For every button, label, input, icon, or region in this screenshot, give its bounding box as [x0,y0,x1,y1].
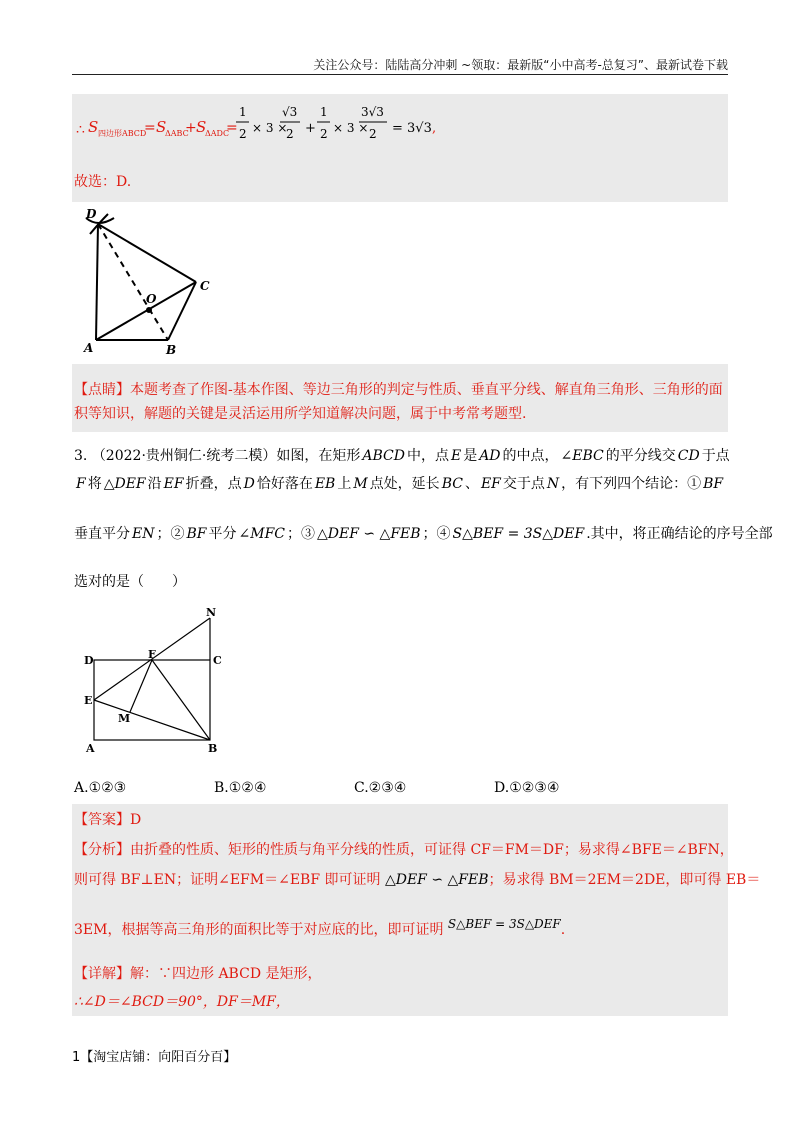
line3-run: EN [132,526,155,542]
solution-block [72,804,761,1016]
area-s-sub: 四边形ABCD [98,129,147,138]
fig2-label-n: N [206,606,217,619]
line2-run: D [243,476,255,492]
line3-run: ；③ [287,526,315,542]
line2-run: 沿 [147,476,162,492]
line1-run: 于点 [701,448,730,464]
fig2-label-e: E [84,694,93,707]
analysis-line-1 [74,840,734,860]
line2-run: 上 [337,476,352,492]
term1-sub: ΔABC [165,129,189,138]
result: = 3√3 [392,121,432,136]
option-a-value: ①②③ [88,780,127,796]
analysis-text-2a: 则可得 BF⊥EN；证明∠EFM＝∠EBF 即可证明 [74,872,381,888]
frac4-den: 2 [369,127,377,141]
fig1-label-c: C [200,279,210,293]
eq-sign: = [144,120,156,136]
line1-run: 是 [463,448,478,464]
figure-2-diagram [82,604,232,754]
analysis-line-2 [74,870,760,890]
line3-run: 平分 [208,526,237,542]
line3-run: ；④ [422,526,451,542]
analysis-similar: △DEF ∽ △FEB [384,872,489,888]
line1-run: 的平分线交 [605,448,676,464]
line2-run: EB [314,476,336,492]
plus-sign: + [185,120,197,136]
option-d-label: D. [494,780,510,796]
question-block [72,440,773,590]
option-c-label: C. [354,780,369,796]
analysis-text-3a: 3EM，根据等高三角形的面积比等于对应底的比，即可证明 [74,922,444,938]
line2-run: BF [703,476,724,492]
option-a[interactable] [74,780,126,796]
line2-run: 恰好落在 [256,476,313,492]
line2-run: 将 [87,476,102,492]
analysis-text-3c: . [560,922,566,938]
dianjing-body: 本题考查了作图-基本作图、等边三角形的判定与性质、垂直平分线、解直角三角形、三角形的面积等知识，解题的关键是灵活运用所学知道解决问题，属于中考常考题型. [74,382,723,422]
fig1-label-b: B [166,343,177,357]
detail-tag: 【详解】 [74,966,130,982]
times-3-a: × 3 × [252,121,288,135]
term2-sub: ΔADC [205,129,230,138]
fig2-label-b: B [208,742,218,754]
figure-1 [72,202,221,364]
fig1-label-d: D [86,207,97,221]
fig2-label-d: D [84,654,94,667]
header-divider [72,74,728,75]
option-d[interactable] [494,780,559,796]
dianjing-text [74,378,724,426]
line1-run: 中，点 [406,448,449,464]
fig2-label-a: A [86,742,95,754]
frac2-den: 2 [286,127,294,141]
line2-run: 交于点 [502,476,545,492]
detail-line-2: ∴∠D＝∠BCD＝90°，DF＝MF， [74,994,290,1010]
page-header: 关注公众号：陆陆高分冲刺 ~领取：最新版“小中高考-总复习”、最新试卷下载 [313,58,728,72]
question-line-3 [74,524,773,544]
question-line-2 [74,474,725,494]
term2-s: S [196,118,207,136]
question-line-4: 选对的是（ ） [74,574,186,590]
option-b-label: B. [214,780,229,796]
analysis-line-3 [74,917,566,940]
line1-run: ABCD [362,448,405,464]
question-source: （2022·贵州铜仁·统考二模）如图，在矩形 [91,448,361,464]
analysis-tag: 【分析】 [74,842,130,858]
line2-run: EF [163,476,184,492]
option-b[interactable] [214,780,266,796]
line3-run: 垂直平分 [74,526,130,542]
eq-sign-2: = [226,120,238,136]
detail-text-1: 解：∵四边形 ABCD 是矩形， [130,966,322,982]
fig2-label-c: C [213,654,222,667]
line1-run: AD [479,448,501,464]
question-number: 3. [74,448,88,464]
frac2-num: √3 [282,105,298,119]
footer: 1【淘宝店铺：向阳百分百】 [72,1050,237,1065]
term1-s: S [156,118,167,136]
line3-run: S△BEF = 3S△DEF [452,526,585,542]
answer-value: D [130,812,142,828]
question-line-1 [74,446,730,466]
line1-run: E [450,448,462,464]
answer-row [74,810,141,830]
line2-run: N [546,476,560,492]
therefore-symbol: ∴ [76,122,85,138]
analysis-text-1: 由折叠的性质、矩形的性质与角平分线的性质，可证得 CF＝FM＝DF；易求得∠BFE＝∠BFN， [130,842,734,858]
analysis-text-2c: ；易求得 BM＝2EM＝2DE，即可得 EB＝ [488,872,761,888]
line3-run: ；② [156,526,185,542]
line2-run: 点处，延长 [369,476,440,492]
analysis-area: S△BEF = 3S△DEF [447,917,561,931]
line2-run: EF [480,476,501,492]
question-line1-runs [360,448,729,464]
line2-run: M [353,476,368,492]
area-formula [72,94,728,160]
times-3-b: × 3 × [333,121,369,135]
answer-line-block [72,160,728,202]
option-a-label: A. [74,780,89,796]
line1-run: CD [677,448,700,464]
area-s: S [88,118,99,136]
option-c-value: ②③④ [368,780,407,796]
answer-line: 故选：D. [74,174,132,190]
figure-1-diagram [72,202,221,364]
option-d-value: ①②③④ [509,780,560,796]
area-formula-block [72,94,728,160]
line3-run: BF [186,526,207,542]
plus-sign-2: + [305,121,316,136]
line2-run: △DEF [103,476,146,492]
fig1-label-a: A [84,341,94,355]
dianjing-tag: 【点睛】 [74,382,130,398]
frac4-num: 3√3 [361,105,384,119]
line2-run: F [76,476,86,492]
frac1-num: 1 [239,105,247,119]
frac3-num: 1 [320,105,328,119]
line2-run: 折叠，点 [185,476,242,492]
frac3-den: 2 [320,127,328,141]
dianjing-block [72,364,728,432]
line2-run: BC [441,476,463,492]
comma: , [432,121,437,136]
frac1-den: 2 [239,127,247,141]
line3-run: △DEF ∽ △FEB [317,526,421,542]
detail-line-1 [74,964,322,984]
fig2-label-m: M [118,712,131,725]
fig2-label-f: F [148,648,156,661]
fig1-label-o: O [146,292,157,306]
figure-2 [82,604,232,754]
line1-run: 的中点， [502,448,559,464]
line2-run: ，有下列四个结论：① [561,476,702,492]
line3-run: .其中，将正确结论的序号全部 [586,526,773,542]
option-b-value: ①②④ [228,780,267,796]
line2-run: 、 [464,476,479,492]
line1-run: ∠EBC [560,448,604,464]
option-c[interactable] [354,780,406,796]
line3-run: ∠MFC [238,526,285,542]
answer-tag: 【答案】 [74,812,130,828]
